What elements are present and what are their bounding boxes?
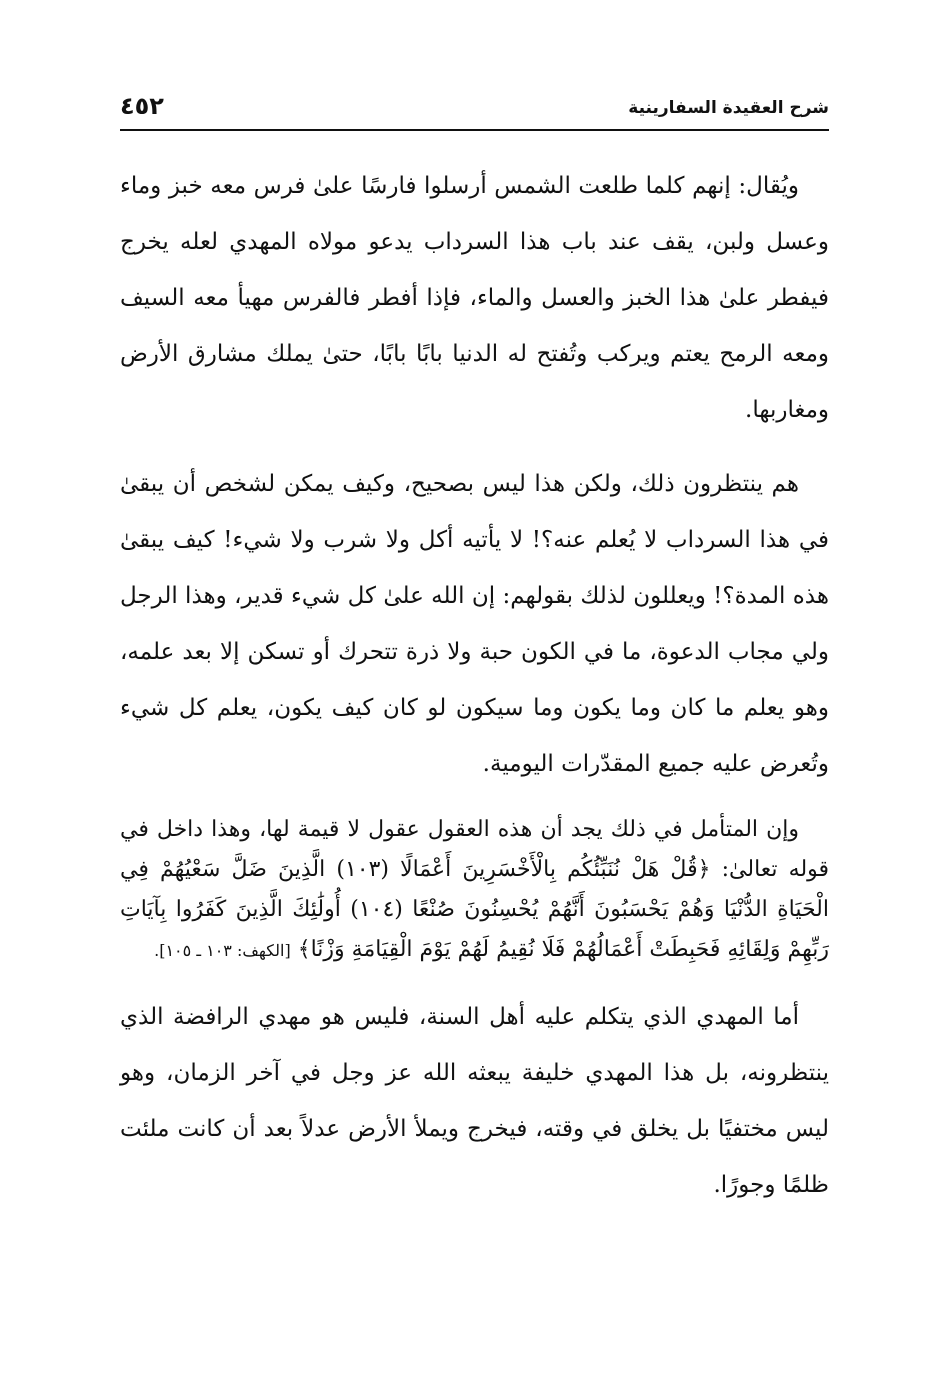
page-number: ٤٥٢: [120, 92, 164, 120]
verse-reference: [الكهف: ١٠٣ ـ ١٠٥].: [154, 941, 291, 960]
page-body: [120, 158, 829, 1231]
paragraph-2: هم ينتظرون ذلك، ولكن هذا ليس بصحيح، وكيف يمكن لشخص أن يبقىٰ في هذا السرداب لا يُعلم عنه؟! لا يأتيه أكل ولا شرب ولا شيء! كيف يبقىٰ هذه المدة؟! ويعللون لذلك بقولهم: إن الله علىٰ كل شيء قدير، وهذا الرجل ولي مجاب الدعوة، ما في الكون حبة ولا ذرة تتحرك أو تسكن إلا بعد علمه، وهو يعلم ما كان وما يكون وما سيكون لو كان كيف يكون، يعلم كل شيء وتُعرض عليه جميع المقدّرات اليومية.: [120, 471, 829, 777]
page-header: [120, 92, 829, 132]
running-title: شرح العقيدة السفارينية: [628, 98, 829, 118]
header-divider: [120, 129, 829, 131]
paragraph-3: [120, 810, 829, 971]
paragraph-1: ويُقال: إنهم كلما طلعت الشمس أرسلوا فارسًا علىٰ فرس معه خبز وماء وعسل ولبن، يقف عند باب هذا السرداب يدعو مولاه المهدي لعله يخرج فيفطر علىٰ هذا الخبز والعسل والماء، فإذا أفطر فالفرس مهيأ معه السيف ومعه الرمح يعتم ويركب وتُفتح له الدنيا بابًا بابًا، حتىٰ يملك مشارق الأرض ومغاربها.: [120, 173, 829, 423]
paragraph-4: أما المهدي الذي يتكلم عليه أهل السنة، فليس هو مهدي الرافضة الذي ينتظرونه، بل هذا المهدي خليفة يبعثه الله عز وجل في آخر الزمان، وهو ليس مختفيًا بل يخلق في وقته، فيخرج ويملأ الأرض عدلاً بعد أن كانت ملئت ظلمًا وجورًا.: [120, 1004, 829, 1198]
paragraph-3-intro: وإن المتأمل في ذلك يجد أن هذه العقول عقول لا قيمة لها، وهذا داخل في قوله تعالىٰ:: [120, 817, 830, 882]
quran-verse: ﴿قُلْ هَلْ نُنَبِّئُكُم بِالْأَخْسَرِينَ أَعْمَالًا (١٠٣) الَّذِينَ ضَلَّ سَعْيُهُمْ فِي الْحَيَاةِ الدُّنْيَا وَهُمْ يَحْسَبُونَ أَنَّهُمْ يُحْسِنُونَ صُنْعًا (١٠٤) أُولَٰئِكَ الَّذِينَ كَفَرُوا بِآيَاتِ رَبِّهِمْ وَلِقَائِهِ فَحَبِطَتْ أَعْمَالُهُمْ فَلَا نُقِيمُ لَهُمْ يَوْمَ الْقِيَامَةِ وَزْنًا﴾: [120, 857, 829, 962]
